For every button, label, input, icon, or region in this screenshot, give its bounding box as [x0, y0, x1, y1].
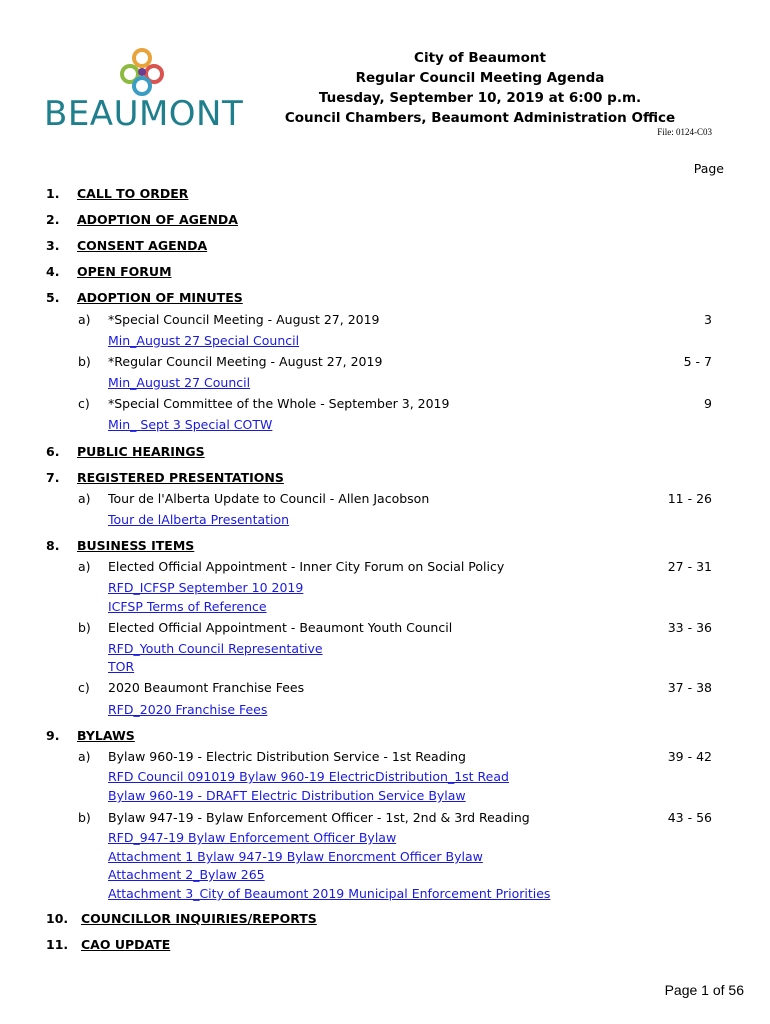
- section-number: 4.: [46, 264, 60, 279]
- agenda-section: [0, 937, 770, 957]
- item-letter: b): [78, 354, 91, 369]
- agenda-section: [0, 470, 770, 490]
- attachment-link[interactable]: Min_August 27 Special Council: [108, 333, 300, 348]
- agenda-item: [0, 810, 770, 830]
- attachment-link[interactable]: Min_August 27 Council: [108, 375, 251, 390]
- agenda-item: [0, 396, 770, 416]
- item-description: *Regular Council Meeting - August 27, 2019: [108, 354, 383, 369]
- agenda-section: [0, 290, 770, 310]
- item-page-range: 5 - 7: [683, 354, 712, 369]
- agenda-item: [0, 491, 770, 511]
- attachment-row: [0, 641, 770, 661]
- section-title: REGISTERED PRESENTATIONS: [77, 470, 284, 485]
- beaumont-logo: [44, 48, 244, 138]
- item-page-range: 43 - 56: [667, 810, 712, 825]
- item-description: *Special Council Meeting - August 27, 2019: [108, 312, 380, 327]
- attachment-row: [0, 580, 770, 600]
- attachment-row: [0, 599, 770, 619]
- section-title: CONSENT AGENDA: [77, 238, 208, 253]
- attachment-link[interactable]: ICFSP Terms of Reference: [108, 599, 267, 614]
- attachment-link[interactable]: RFD_ICFSP September 10 2019: [108, 580, 304, 595]
- section-number: 7.: [46, 470, 60, 485]
- agenda-section: [0, 911, 770, 931]
- item-letter: a): [78, 749, 91, 764]
- attachment-row: [0, 333, 770, 353]
- agenda-section: [0, 212, 770, 232]
- agenda-section: [0, 186, 770, 206]
- item-page-range: 39 - 42: [667, 749, 712, 764]
- section-title: BUSINESS ITEMS: [77, 538, 195, 553]
- attachment-link[interactable]: RFD_2020 Franchise Fees: [108, 702, 268, 717]
- attachment-row: [0, 849, 770, 869]
- agenda-section: [0, 444, 770, 464]
- agenda-section: [0, 264, 770, 284]
- logo-wordmark: BEAUMONT: [44, 94, 244, 134]
- item-description: Bylaw 947-19 - Bylaw Enforcement Officer - 1st, 2nd & 3rd Reading: [108, 810, 530, 825]
- meeting-location: Council Chambers, Beaumont Administration Office: [284, 110, 676, 126]
- attachment-row: [0, 375, 770, 395]
- page-footer: Page 1 of 56: [664, 982, 744, 998]
- section-number: 6.: [46, 444, 60, 459]
- item-letter: a): [78, 559, 91, 574]
- item-description: Elected Official Appointment - Inner City Forum on Social Policy: [108, 559, 505, 574]
- section-number: 11.: [46, 937, 69, 952]
- city-name: City of Beaumont: [414, 50, 546, 66]
- item-description: 2020 Beaumont Franchise Fees: [108, 680, 305, 695]
- agenda-item: [0, 559, 770, 579]
- section-title: CAO UPDATE: [81, 937, 171, 952]
- agenda-section: [0, 728, 770, 748]
- attachment-row: [0, 702, 770, 722]
- attachment-row: [0, 830, 770, 850]
- item-description: Tour de l'Alberta Update to Council - Allen Jacobson: [108, 491, 430, 506]
- page-column-header: Page: [693, 161, 724, 176]
- section-number: 2.: [46, 212, 60, 227]
- file-number: File: 0124-C03: [657, 127, 712, 137]
- item-page-range: 27 - 31: [667, 559, 712, 574]
- item-description: Bylaw 960-19 - Electric Distribution Service - 1st Reading: [108, 749, 466, 764]
- attachment-row: [0, 417, 770, 437]
- agenda-item: [0, 680, 770, 700]
- section-title: PUBLIC HEARINGS: [77, 444, 205, 459]
- item-description: *Special Committee of the Whole - September 3, 2019: [108, 396, 450, 411]
- item-page-range: 11 - 26: [667, 491, 712, 506]
- section-title: COUNCILLOR INQUIRIES/REPORTS: [81, 911, 317, 926]
- agenda-section: [0, 538, 770, 558]
- item-page-range: 3: [704, 312, 712, 327]
- attachment-row: [0, 886, 770, 906]
- agenda-item: [0, 749, 770, 769]
- agenda-item: [0, 312, 770, 332]
- item-letter: c): [78, 396, 90, 411]
- section-title: BYLAWS: [77, 728, 135, 743]
- attachment-row: [0, 867, 770, 887]
- agenda-section: [0, 238, 770, 258]
- attachment-link[interactable]: Attachment 1 Bylaw 947-19 Bylaw Enorcment Officer Bylaw: [108, 849, 483, 864]
- item-page-range: 37 - 38: [667, 680, 712, 695]
- agenda-item: [0, 354, 770, 374]
- section-number: 8.: [46, 538, 60, 553]
- item-letter: a): [78, 312, 91, 327]
- attachment-link[interactable]: Attachment 3_City of Beaumont 2019 Municipal Enforcement Priorities: [108, 886, 551, 901]
- attachment-link[interactable]: RFD_947-19 Bylaw Enforcement Officer Bylaw: [108, 830, 397, 845]
- meeting-datetime: Tuesday, September 10, 2019 at 6:00 p.m.: [318, 90, 642, 106]
- attachment-link[interactable]: RFD Council 091019 Bylaw 960-19 ElectricDistribution_1st Read: [108, 769, 509, 784]
- agenda-title: Regular Council Meeting Agenda: [355, 70, 605, 86]
- section-number: 10.: [46, 911, 69, 926]
- section-title: CALL TO ORDER: [77, 186, 189, 201]
- item-page-range: 9: [704, 396, 712, 411]
- item-description: Elected Official Appointment - Beaumont Youth Council: [108, 620, 453, 635]
- agenda-item: [0, 620, 770, 640]
- attachment-link[interactable]: Bylaw 960-19 - DRAFT Electric Distribution Service Bylaw: [108, 788, 466, 803]
- section-number: 3.: [46, 238, 60, 253]
- attachment-link[interactable]: TOR: [108, 659, 135, 674]
- item-page-range: 33 - 36: [667, 620, 712, 635]
- attachment-link[interactable]: Tour de lAlberta Presentation: [108, 512, 290, 527]
- attachment-row: [0, 512, 770, 532]
- section-number: 5.: [46, 290, 60, 305]
- attachment-link[interactable]: Attachment 2_Bylaw 265: [108, 867, 265, 882]
- logo-mark-icon: [116, 48, 168, 98]
- item-letter: a): [78, 491, 91, 506]
- attachment-link[interactable]: Min_ Sept 3 Special COTW: [108, 417, 273, 432]
- agenda-header: [280, 48, 680, 128]
- section-title: OPEN FORUM: [77, 264, 172, 279]
- section-title: ADOPTION OF MINUTES: [77, 290, 243, 305]
- attachment-row: [0, 788, 770, 808]
- section-number: 1.: [46, 186, 60, 201]
- item-letter: c): [78, 680, 90, 695]
- item-letter: b): [78, 810, 91, 825]
- attachment-link[interactable]: RFD_Youth Council Representative: [108, 641, 323, 656]
- section-number: 9.: [46, 728, 60, 743]
- item-letter: b): [78, 620, 91, 635]
- attachment-row: [0, 659, 770, 679]
- section-title: ADOPTION OF AGENDA: [77, 212, 238, 227]
- attachment-row: [0, 769, 770, 789]
